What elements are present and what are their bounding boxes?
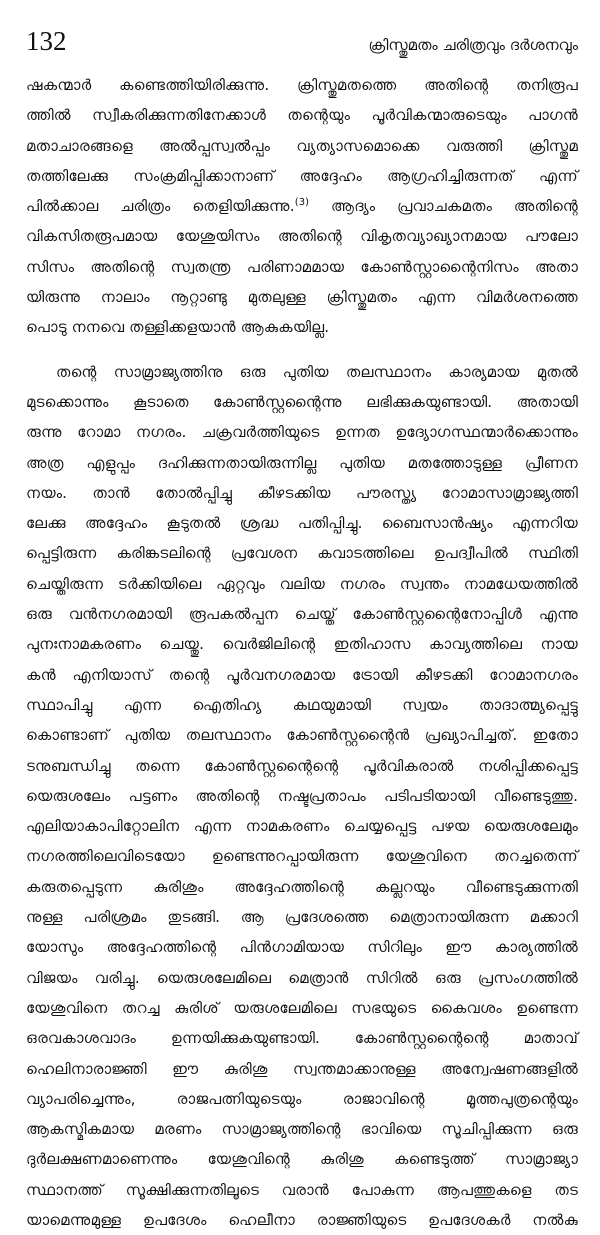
text-line: യോസും അദ്ദേഹത്തിന്റെ പിൻഗാമിയായ സിറിലും ഈ കാര്യത്തിൽ (26, 938, 578, 957)
text-line-with-footnote (26, 191, 578, 221)
paragraph-1 (26, 70, 578, 343)
text-line: കരുതപ്പെടുന്ന കുരിശും അദ്ദേഹത്തിന്റെ കല്ലറയും വീണ്ടെടുക്കുന്നതി (26, 877, 578, 896)
text-line: ത്തിൽ സ്വീകരിക്കുന്നതിനേക്കാൾ തന്റെയും പൂർവികന്മാരുടെയും പാഗൻ (26, 106, 578, 125)
page-header (26, 26, 578, 56)
text-line: തന്റെ സാമ്രാജ്യത്തിനു ഒരു പുതിയ തലസ്ഥാനം കാര്യമായ മുതൽ (56, 362, 578, 381)
text-line: യിരുന്നു നാലാം നൂറ്റാണ്ടു മുതലുള്ള ക്രിസ്തുമതം എന്ന വിമർശനത്തെ (26, 288, 578, 307)
text-segment: ആദ്യം പ്രവാചകമതം അതിന്റെ (331, 197, 578, 216)
text-line: ഒരു വൻനഗരമായി രൂപകൽപ്പന ചെയ്ത് കോൺസ്റ്റന്റൈനോപ്പിൾ എന്നു (26, 605, 578, 624)
text-line: നുള്ള പരിശ്രമം തുടങ്ങി. ആ പ്രദേശത്തെ മെത്രാനായിരുന്ന മക്കാറി (26, 908, 578, 927)
text-line: ടനുബന്ധിച്ചു തന്നെ കോൺസ്റ്റന്റൈന്റെ പൂർവികരാൽ നശിപ്പിക്കപ്പെട്ട (26, 756, 578, 775)
running-title: ക്രിസ്തുമതം ചരിത്രവും ദർശനവും (368, 36, 578, 54)
footnote-mark: (3) (294, 197, 310, 209)
text-segment: പിൽക്കാല ചരിത്രം തെളിയിക്കുന്നു. (26, 197, 295, 216)
page-number: 132 (26, 26, 67, 56)
text-line: യേശുവിനെ തറച്ച കുരിശ് യരുശലേമിലെ സഭയുടെ കൈവശം ഉണ്ടെന്ന (26, 998, 578, 1017)
text-line: നഗരത്തിലെവിടെയോ ഉണ്ടെന്നുറപ്പായിരുന്ന യേശുവിനെ തറച്ചതെന്ന് (26, 847, 578, 866)
text-line: പുനഃനാമകരണം ചെയ്തു. വെർജിലിന്റെ ഇതിഹാസ കാവ്യത്തിലെ നായ (26, 635, 578, 654)
text-line: ലേക്കു അദ്ദേഹം കൂടുതൽ ശ്രദ്ധ പതിപ്പിച്ചു. ബൈസാൻഷ്യം എന്നറിയ (26, 514, 578, 533)
text-line: വ്യാപരിച്ചെന്നും, രാജപത്നിയുടെയും രാജാവിന്റെ മൂത്തപുത്രന്റെയും (26, 1089, 578, 1108)
text-line: പൊടു നനവെ തള്ളിക്കളയാൻ ആകുകയില്ല. (26, 318, 330, 337)
text-line: യെരുശലേം പട്ടണം അതിന്റെ നഷ്ടപ്രതാപം പടിപടിയായി വീണ്ടെടുത്തു. (26, 786, 578, 805)
text-line: മുടക്കൊന്നും കൂടാതെ കോൺസ്റ്റന്റൈന്നു ലഭിക്കുകയുണ്ടായി. അതായി (26, 392, 578, 411)
text-line: ദുർലക്ഷണമാണെന്നും യേശുവിന്റെ കുരിശു കണ്ടെടുത്ത് സാമ്രാജ്യാ (26, 1150, 578, 1169)
text-line: വിജയം വരിച്ചു. യെരുശലേമിലെ മെത്രാൻ സിറിൽ ഒരു പ്രസംഗത്തിൽ (26, 968, 578, 987)
text-line: ഷകന്മാർ കണ്ടെത്തിയിരിക്കുന്നു. ക്രിസ്തുമതത്തെ അതിന്റെ തനിരൂപ (26, 76, 578, 94)
text-line: സ്ഥാപിച്ചു എന്ന ഐതിഹ്യ കഥയുമായി സ്വയം താദാത്മ്യപ്പെട്ടു (26, 695, 578, 714)
text-line: പ്പെട്ടിരുന്ന കരിങ്കടലിന്റെ പ്രവേശന കവാടത്തിലെ ഉപദ്വീപിൽ സ്ഥിതി (26, 544, 578, 563)
text-line: സ്ഥാനത്ത് സൂക്ഷിക്കുന്നതിലൂടെ വരാൻ പോകുന്ന ആപത്തുകളെ തട (26, 1180, 578, 1199)
text-line: ആകസ്മികമായ മരണം സാമ്രാജ്യത്തിന്റെ ഭാവിയെ സൂചിപ്പിക്കുന്ന ഒരു (26, 1120, 578, 1139)
text-line: യാമെന്നുമുള്ള ഉപദേശം ഹെലീനാ രാജ്ഞിയുടെ ഉപദേശകർ നൽകു (26, 1210, 578, 1229)
text-line: തത്തിലേക്കു സംക്രമിപ്പിക്കാനാണ് അദ്ദേഹം ആഗ്രഹിച്ചിരുന്നത് എന്ന് (26, 166, 578, 185)
text-line: എലിയാകാപിറ്റോലിന എന്ന നാമകരണം ചെയ്യപ്പെട്ട പഴയ യെരുശലേമും (26, 817, 578, 836)
text-line: സിസം അതിന്റെ സ്വതന്ത്ര പരിണാമമായ കോൺസ്റ്റാന്റൈനിസം അതാ (26, 257, 578, 276)
text-line: കൊണ്ടാണ് പുതിയ തലസ്ഥാനം കോൺസ്റ്റന്റൈൻ പ്രഖ്യാപിച്ചത്. ഇതോ (26, 726, 578, 745)
text-line: അത്ര എളുപ്പം ദഹിക്കുന്നതായിരുന്നില്ല പുതിയ മതത്തോടുള്ള പ്രീണന (26, 453, 578, 472)
text-line: രുന്നു റോമാ നഗരം. ചക്രവർത്തിയുടെ ഉന്നത ഉദ്യോഗസ്ഥന്മാർക്കൊന്നും (26, 423, 578, 442)
text-line: ഹെലിനാരാജ്ഞി ഈ കുരിശു സ്വന്തമാക്കാനുള്ള അന്വേഷണങ്ങളിൽ (26, 1059, 578, 1078)
text-line: മതാചാരങ്ങളെ അൽപ്പസ്വൽപ്പം വ്യത്യാസമൊക്കെ വരുത്തി ക്രിസ്തുമ (26, 136, 578, 155)
text-line: ചെയ്തിരുന്ന ടർക്കിയിലെ ഏറ്റവും വലിയ നഗരം സ്വന്തം നാമധേയത്തിൽ (26, 574, 578, 593)
text-line: ഒരവകാശവാദം ഉന്നയിക്കുകയുണ്ടായി. കോൺസ്റ്റന്റൈന്റെ മാതാവ് (26, 1029, 578, 1048)
text-line: നയം. താൻ തോൽപ്പിച്ചു കീഴടക്കിയ പൗരസ്ത്യ റോമാസാമ്രാജ്യത്തി (26, 483, 578, 502)
paragraph-2 (26, 357, 578, 1235)
text-line: കൻ എനിയാസ് തന്റെ പൂർവനഗരമായ ട്രോയി കീഴടക്കി റോമാനഗരം (26, 665, 578, 684)
text-line: വികസിതരൂപമായ യേശുയിസം അതിന്റെ വികൃതവ്യാഖ്യാനമായ പൗലോ (26, 227, 578, 246)
